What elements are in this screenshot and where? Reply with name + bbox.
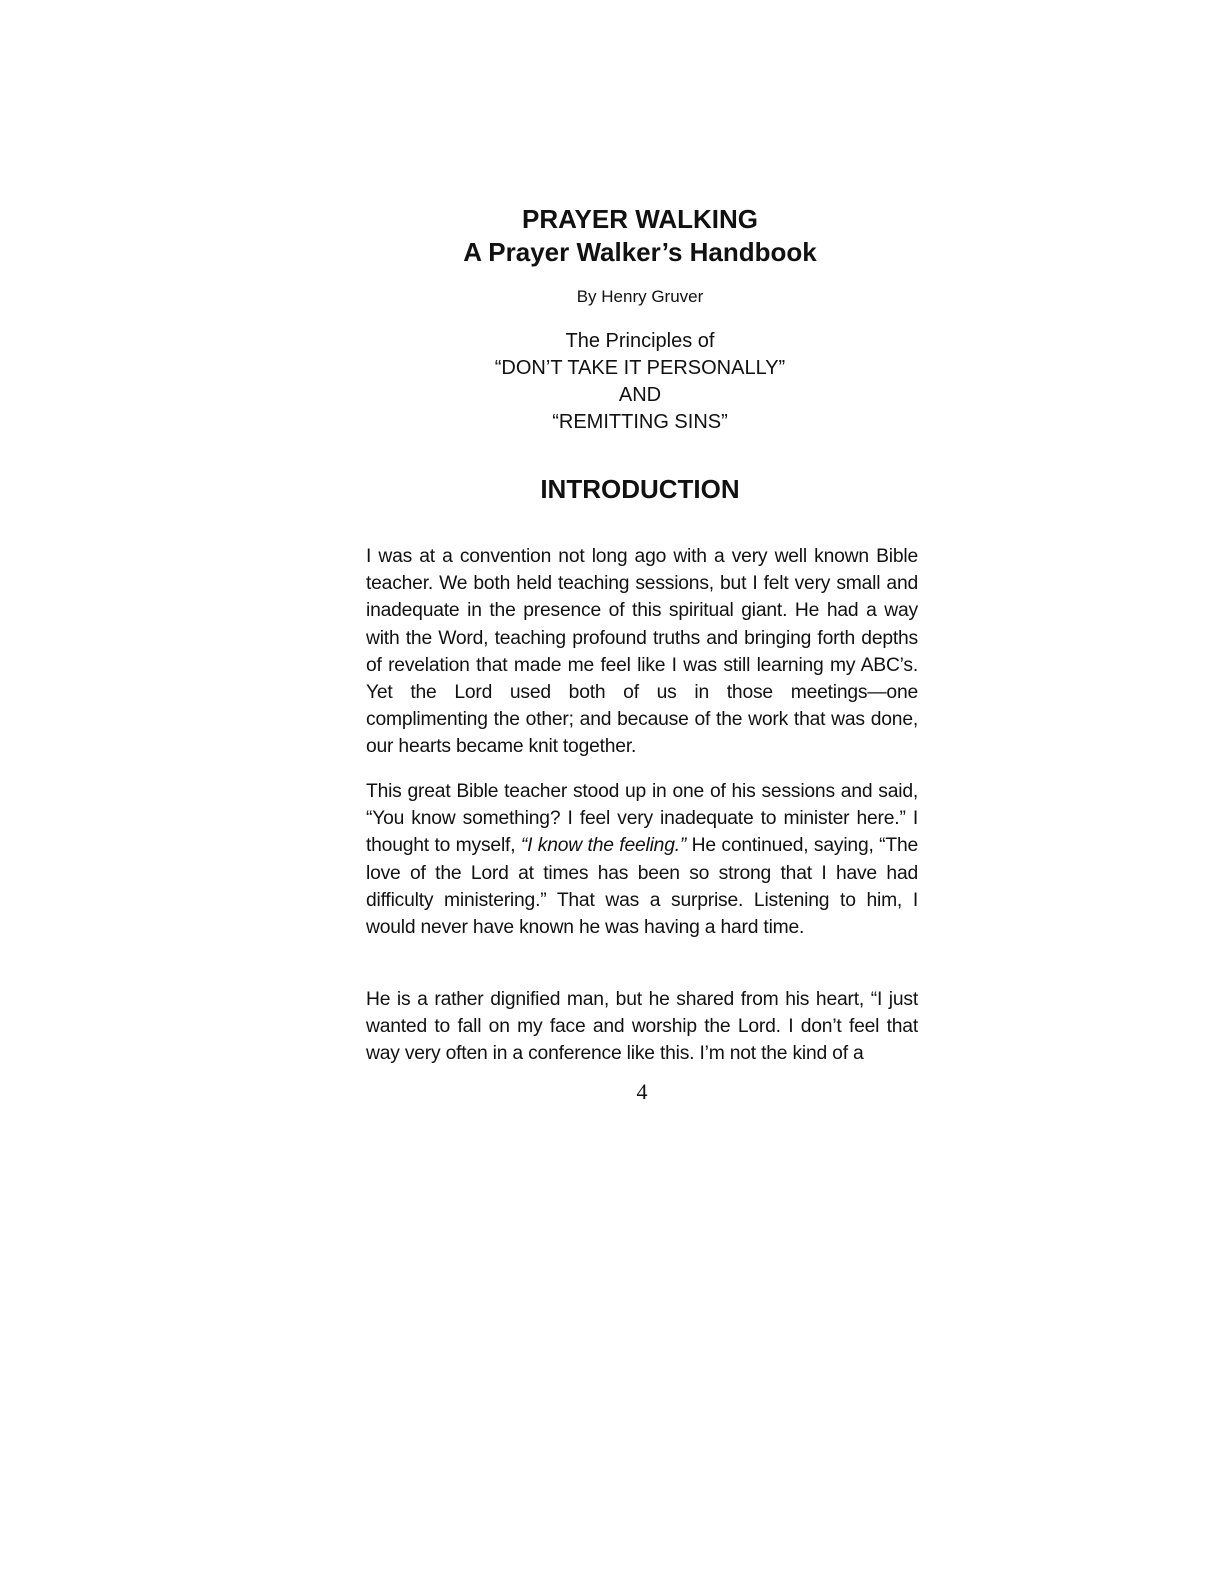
author-line: By Henry Gruver bbox=[576, 287, 704, 306]
page-number: 4 bbox=[636, 1079, 648, 1104]
body-paragraph: He is a rather dignified man, but he shared from his heart, “I just wanted to fall on my face and worship the Lord. I don’t feel that way very often in a conference like this. I’m not the kind of a bbox=[366, 989, 918, 1065]
principles-line: AND bbox=[618, 384, 662, 406]
principles-line: “REMITTING SINS” bbox=[552, 411, 728, 433]
principles-block bbox=[362, 328, 918, 436]
body-paragraph bbox=[366, 778, 918, 941]
principles-line: “DON’T TAKE IT PERSONALLY” bbox=[494, 357, 786, 379]
section-heading: INTRODUCTION bbox=[540, 474, 740, 504]
document-subtitle: A Prayer Walker’s Handbook bbox=[463, 237, 817, 267]
document-title: PRAYER WALKING bbox=[522, 204, 758, 234]
italic-quote: “I know the feeling.” bbox=[520, 835, 687, 857]
paragraph-text: This great Bible teacher stood up in one of his sessions and said, “You know something? I feel very inadequate to minister here.” I thought to myself, bbox=[366, 781, 918, 857]
paragraph-text: He continued, saying, “The love of the Lord at times has been so strong that I have had difficulty ministering.” That was a surprise. Listening to him, I would never have known he was having a hard time. bbox=[366, 835, 919, 939]
principles-line: The Principles of bbox=[565, 330, 715, 352]
body-paragraph: I was at a convention not long ago with a very well known Bible teacher. We both held teaching sessions, but I felt very small and inadequate in the presence of this spiritual giant. He had a way with the Word, teaching profound truths and bringing forth depths of revelation that made me feel like I was still learning my ABC’s. Yet the Lord used both of us in those meetings—one complimenting the other; and because of the work that was done, our hearts became knit together. bbox=[366, 546, 918, 758]
